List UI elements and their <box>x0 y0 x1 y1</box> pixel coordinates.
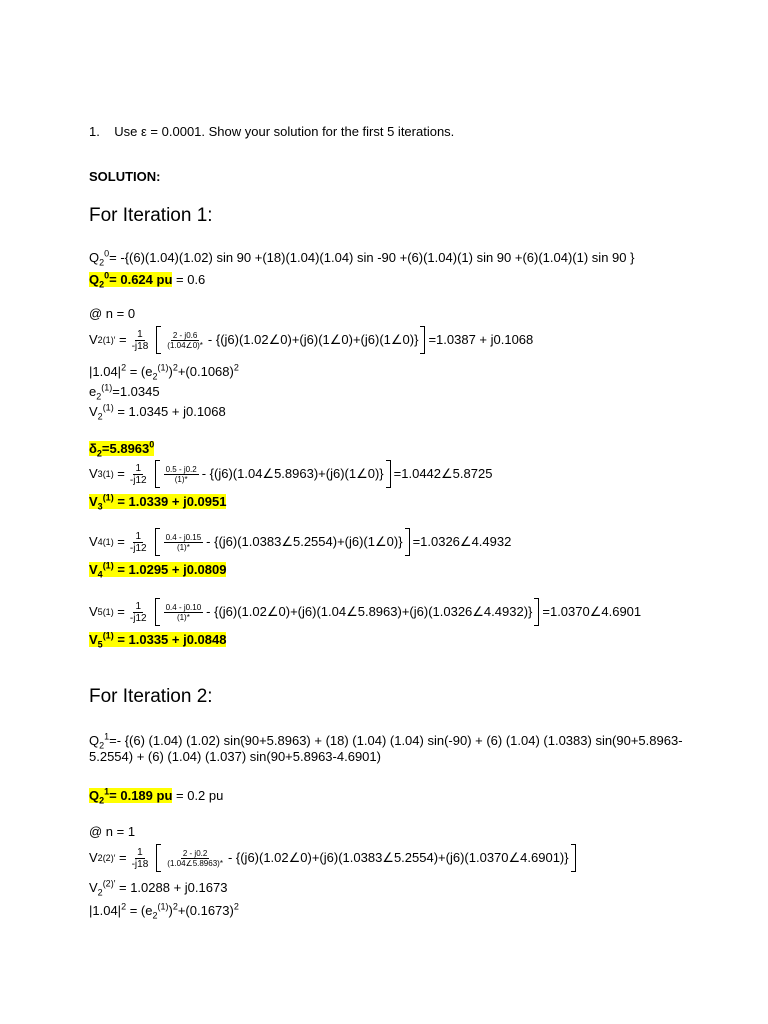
v2-result: =1.0387 + j0.1068 <box>428 332 534 347</box>
iter1-q2-result <box>89 272 205 288</box>
v4-frac2: 0.4 - j0.15 (1)* <box>165 532 202 552</box>
problem-statement <box>89 124 454 140</box>
v4-result: =1.0326∠4.4932 <box>412 534 512 549</box>
iter1-mag-eq: $|1.04|^2 = (e_2^{(1)})^2+(0.1068)^2$ <box>89 362 239 382</box>
iter2-q2-result <box>89 788 223 804</box>
iter1-v5-equation: V 5 (1) = 1 -j12 0.4 - j0.10 (1)* - {(j6)(1.02∠0)+(j6)(1.04∠5.8963)+(j6)(1.0326∠4.4932)} =1.0370∠4.6901 <box>89 598 641 626</box>
iter2-v2-final: $V_2^{(2)'} = 1.0288 + j0.1673$ <box>89 878 228 898</box>
iter2-q2-approx: = 0.2 pu <box>176 788 224 803</box>
iter1-q2-line: $Q_2^0= -\{(6)(1.04)(1.02)$ sin 90 +(18)(1.04)(1.04) sin -90 +(6)(1.04)(1) sin 90 +(6)(1.04)(1) sin 90 } <box>89 248 635 268</box>
iter1-v3-final: $V_3^{(1)} = 1.0339 + j0.0951$ <box>89 492 227 512</box>
iter1-v2-final: $V_2^{(1)} = 1.0345 + j0.1068$ <box>89 402 226 422</box>
problem-number: 1. <box>89 124 100 139</box>
iter2-mag-eq: $|1.04|^2 = (e_2^{(1)})^2+(0.1673)^2$ <box>89 901 239 921</box>
iter1-e2: $e_2^{(1)}=1.0345$ <box>89 382 160 402</box>
v3-sum: - {(j6)(1.04∠5.8963)+(j6)(1∠0)} <box>201 466 384 481</box>
iter2-q2-highlight: $Q_2^1= 0.189$ pu <box>89 786 173 806</box>
iter1-q2-highlight: $Q_2^0= 0.624$ pu <box>89 270 173 290</box>
v5-frac1: 1 -j12 <box>129 600 147 624</box>
iteration1-heading: For Iteration 1: <box>89 205 213 226</box>
v5-sum: - {(j6)(1.02∠0)+(j6)(1.04∠5.8963)+(j6)(1.0326∠4.4932)} <box>206 604 533 619</box>
v2-frac1: 1 -j18 <box>131 328 149 352</box>
v2-sum: - {(j6)(1.02∠0)+(j6)(1∠0)+(j6)(1∠0)} <box>207 332 419 347</box>
iter1-q2-rhs: = -{(6)(1.04)(1.02) sin 90 +(18)(1.04)(1.04) sin -90 +(6)(1.04)(1) sin 90 +(6)(1.04)(1) sin 90 } <box>109 250 635 265</box>
iter1-v4-final: $V_4^{(1)} = 1.0295 + j0.0809$ <box>89 560 227 580</box>
iter2-v2-equation: V 2 (2)′ = 1 -j18 2 - j0.2 (1.04∠5.8963)* - {(j6)(1.02∠0)+(j6)(1.0383∠5.2554)+(j6)(1.0370∠4.6901)} <box>89 844 579 872</box>
v5-result: =1.0370∠4.6901 <box>542 604 642 619</box>
iter1-v2-equation: V 2 (1)′ = 1 -j18 2 - j0.6 (1.04∠0)* - {(j6)(1.02∠0)+(j6)(1∠0)+(j6)(1∠0)} =1.0387 + j0.1068 <box>89 326 533 354</box>
iter2-q2-line: $Q_2^1=-$ {(6) (1.04) (1.02) sin(90+5.8963) + (18) (1.04) (1.04) sin(-90) + (6) (1.04) (1.0383) sin(90+5.8963-5.2554) + (6) (1.04) (1.037) sin(90+5.8963-4.6901) <box>89 731 683 764</box>
iter1-v5-final: $V_5^{(1)} = 1.0335 + j0.0848$ <box>89 630 227 650</box>
iteration2-heading: For Iteration 2: <box>89 686 213 707</box>
v3-frac2: 0.5 - j0.2 (1)* <box>165 464 197 484</box>
v4-frac1: 1 -j12 <box>129 530 147 554</box>
v3-result: =1.0442∠5.8725 <box>393 466 493 481</box>
iter1-q2-approx: = 0.6 <box>176 272 206 287</box>
v2-frac2: 2 - j0.6 (1.04∠0)* <box>167 330 203 350</box>
iter1-v3-equation: V 3 (1) = 1 -j12 0.5 - j0.2 (1)* - {(j6)(1.04∠5.8963)+(j6)(1∠0)} =1.0442∠5.8725 <box>89 460 492 488</box>
iter2-v2-sum: - {(j6)(1.02∠0)+(j6)(1.0383∠5.2554)+(j6)(1.0370∠4.6901)} <box>227 850 569 865</box>
iter2-q2-rhs: =- {(6) (1.04) (1.02) sin(90+5.8963) + (18) (1.04) (1.04) sin(-90) + (6) (1.04) (1.0383) sin(90+5.8963-5.2554) + (6) (1.04) (1.037) sin(90+5.8963-4.6901) <box>89 733 683 764</box>
iter2-v2-frac1: 1 -j18 <box>131 846 149 870</box>
v4-sum: - {(j6)(1.0383∠5.2554)+(j6)(1∠0)} <box>206 534 403 549</box>
iter2-n1: @ n = 1 <box>89 824 136 839</box>
iter2-v2-frac2: 2 - j0.2 (1.04∠5.8963)* <box>167 848 223 868</box>
solution-label: SOLUTION: <box>89 169 161 184</box>
v5-frac2: 0.4 - j0.10 (1)* <box>165 602 202 622</box>
v3-frac1: 1 -j12 <box>129 462 147 486</box>
iter1-delta2: $\delta_2=5.8963^0$ <box>89 439 155 459</box>
problem-text: Use ε = 0.0001. Show your solution for the first 5 iterations. <box>114 124 455 139</box>
iter1-n0: @ n = 0 <box>89 306 136 321</box>
iter1-v4-equation: V 4 (1) = 1 -j12 0.4 - j0.15 (1)* - {(j6)(1.0383∠5.2554)+(j6)(1∠0)} =1.0326∠4.4932 <box>89 528 511 556</box>
